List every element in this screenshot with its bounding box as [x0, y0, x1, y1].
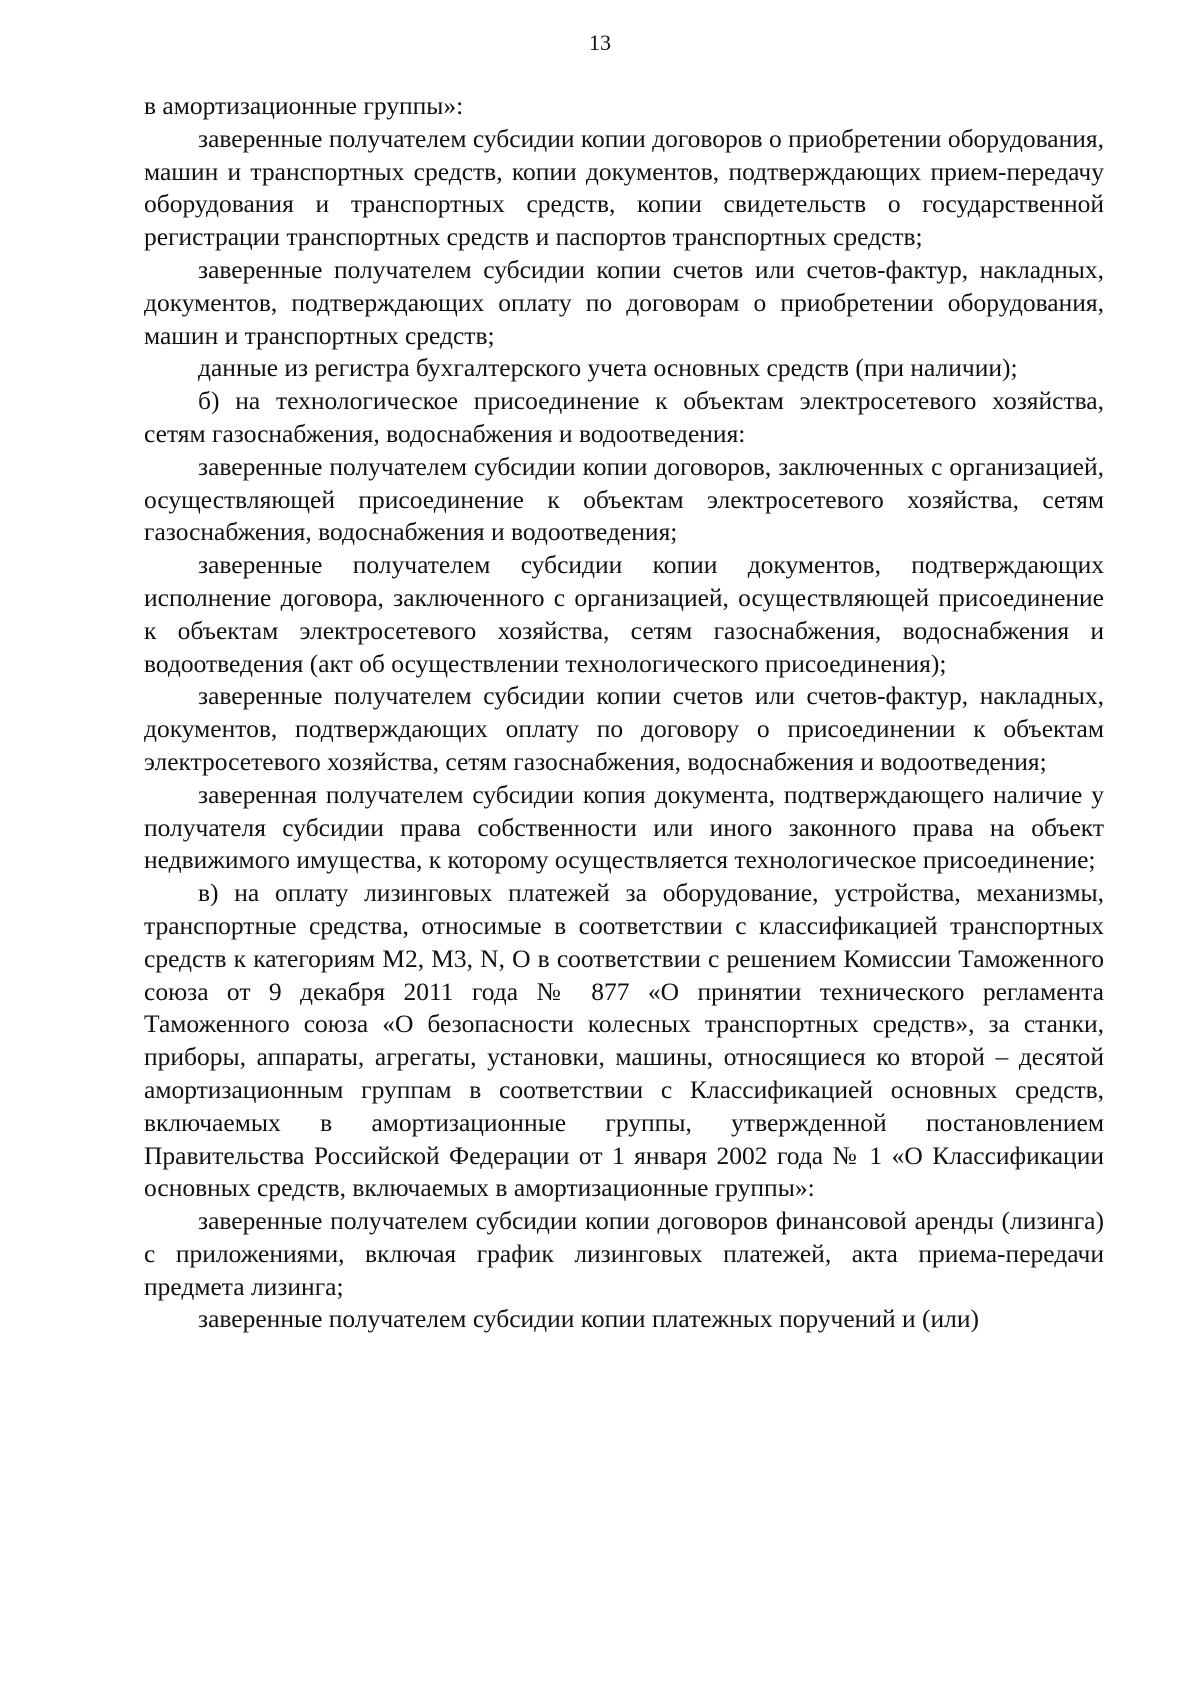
paragraph: заверенные получателем субсидии копии счетов или счетов-фактур, накладных, документов, подтверждающих оплату по договору о присоединении к объектам электросетевого хозяйства, сетям газоснабжения, водоснабжения и водоотведения; [144, 681, 1104, 776]
page-number: 13 [589, 30, 611, 55]
paragraph: заверенные получателем субсидии копии счетов или счетов-фактур, накладных, документов, подтверждающих оплату по договорам о приобретении оборудования, машин и транспортных средств; [144, 254, 1104, 350]
paragraph: в) на оплату лизинговых платежей за оборудование, устройства, механизмы, транспортные средства, относимые в соответствии с классификацией транспортных средств к категориям M2, M3, N, O в соответствии с решением Комиссии Таможенного союза от 9 декабря 2011 года № 877 «О принятии технического регламента Таможенного союза «О безопасности колесных транспортных средств», за станки, приборы, аппараты, агрегаты, установки, машины, относящиеся ко второй – десятой амортизационным группам в соответствии с Классификацией основных средств, включаемых в амортизационные группы, утвержденной постановлением Правительства Российской Федерации от 1 января 2002 года № 1 «О Классификации основных средств, включаемых в амортизационные группы»: [144, 878, 1104, 1203]
paragraph: в амортизационные группы»: [144, 91, 464, 120]
paragraph: заверенные получателем субсидии копии договоров о приобретении оборудования, машин и транспортных средств, копии документов, подтверждающих прием-передачу оборудования и транспортных средств, копии свидетельств о государственной регистрации транспортных средств и паспортов транспортных средств; [144, 123, 1104, 252]
paragraph: данные из регистра бухгалтерского учета основных средств (при наличии); [198, 353, 1018, 383]
document-body [144, 90, 1104, 1336]
paragraph: заверенные получателем субсидии копии платежных поручений и (или) [198, 1304, 980, 1334]
paragraph: б) на технологическое присоединение к объектам электросетевого хозяйства, сетям газоснабжения, водоснабжения и водоотведения: [144, 386, 1104, 448]
paragraph: заверенные получателем субсидии копии договоров, заключенных с организацией, осуществляющей присоединение к объектам электросетевого хозяйства, сетям газоснабжения, водоснабжения и водоотведения; [144, 451, 1104, 547]
paragraph: заверенные получателем субсидии копии договоров финансовой аренды (лизинга) с приложениями, включая график лизинговых платежей, акта приема-передачи предмета лизинга; [144, 1206, 1104, 1301]
paragraph: заверенные получателем субсидии копии документов, подтверждающих исполнение договора, заключенного с организацией, осуществляющей присоединение к объектам электросетевого хозяйства, сетям газоснабжения, водоснабжения и водоотведения (акт об осуществлении технологического присоединения); [144, 550, 1104, 678]
paragraph: заверенная получателем субсидии копия документа, подтверждающего наличие у получателя субсидии права собственности или иного законного права на объект недвижимого имущества, к которому осуществляется технологическое присоединение; [144, 779, 1104, 875]
